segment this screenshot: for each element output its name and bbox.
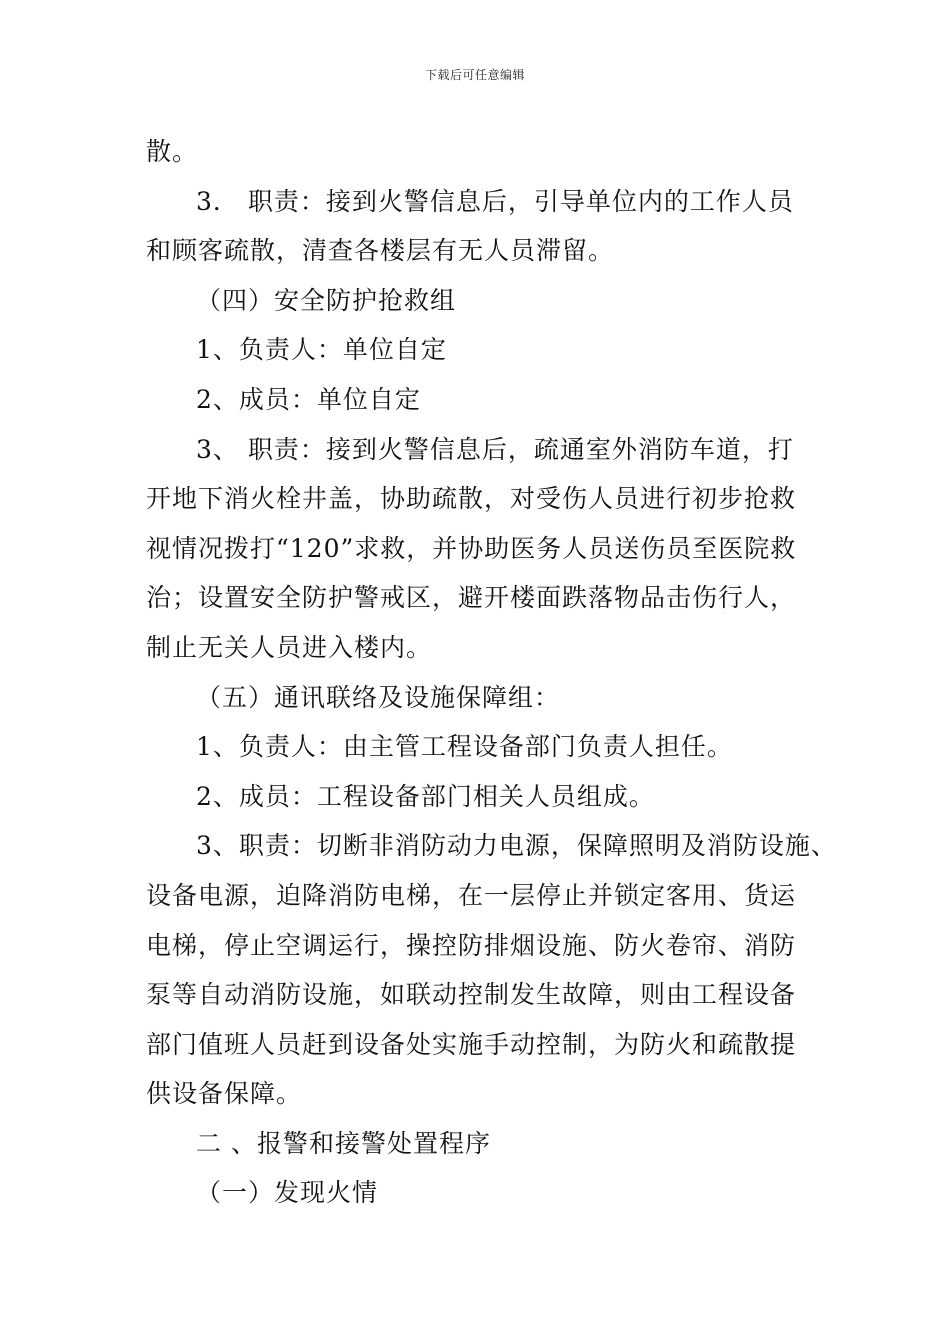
text-line: 和顾客疏散，清查各楼层有无人员滞留。 bbox=[146, 236, 615, 266]
text-line: 泵等自动消防设施，如联动控制发生故障，则由工程设备 bbox=[146, 980, 797, 1010]
text-line: 3、 职责：接到火警信息后，疏通室外消防车道，打 bbox=[196, 434, 794, 464]
section-heading: （五）通讯联络及设施保障组： bbox=[196, 682, 561, 712]
text-line: 部门值班人员赶到设备处实施手动控制，为防火和疏散提 bbox=[146, 1029, 797, 1059]
text-line: 2、成员：单位自定 bbox=[196, 384, 421, 414]
page-header: 下载后可任意编辑 bbox=[424, 68, 525, 82]
text-line: 视情况拨打“120”求救，并协助医务人员送伤员至医院救 bbox=[146, 533, 797, 563]
text-line: 开地下消火栓井盖，协助疏散，对受伤人员进行初步抢救 bbox=[146, 484, 797, 514]
document-body bbox=[146, 127, 837, 1218]
text-line: 3． 职责：接到火警信息后，引导单位内的工作人员 bbox=[196, 186, 794, 216]
text-line: 散。 bbox=[146, 137, 199, 166]
text-line: 2、成员：工程设备部门相关人员组成。 bbox=[196, 781, 655, 811]
text-line: 1、负责人：由主管工程设备部门负责人担任。 bbox=[196, 732, 733, 762]
text-line: 供设备保障。 bbox=[146, 1079, 303, 1109]
text-line: 设备电源，迫降消防电梯，在一层停止并锁定客用、货运 bbox=[146, 880, 797, 910]
text-line: 治；设置安全防护警戒区，避开楼面跌落物品击伤行人， bbox=[146, 583, 797, 613]
section-heading: 二 、报警和接警处置程序 bbox=[196, 1128, 491, 1158]
text-line: 制止无关人员进入楼内。 bbox=[146, 632, 433, 662]
section-heading: （一）发现火情 bbox=[196, 1178, 379, 1208]
text-line: 1、负责人：单位自定 bbox=[196, 335, 447, 365]
text-line: 3、职责：切断非消防动力电源，保障照明及消防设施、 bbox=[196, 831, 837, 861]
section-heading: （四）安全防护抢救组 bbox=[196, 285, 457, 315]
text-line: 电梯，停止空调运行，操控防排烟设施、防火卷帘、消防 bbox=[146, 930, 797, 960]
